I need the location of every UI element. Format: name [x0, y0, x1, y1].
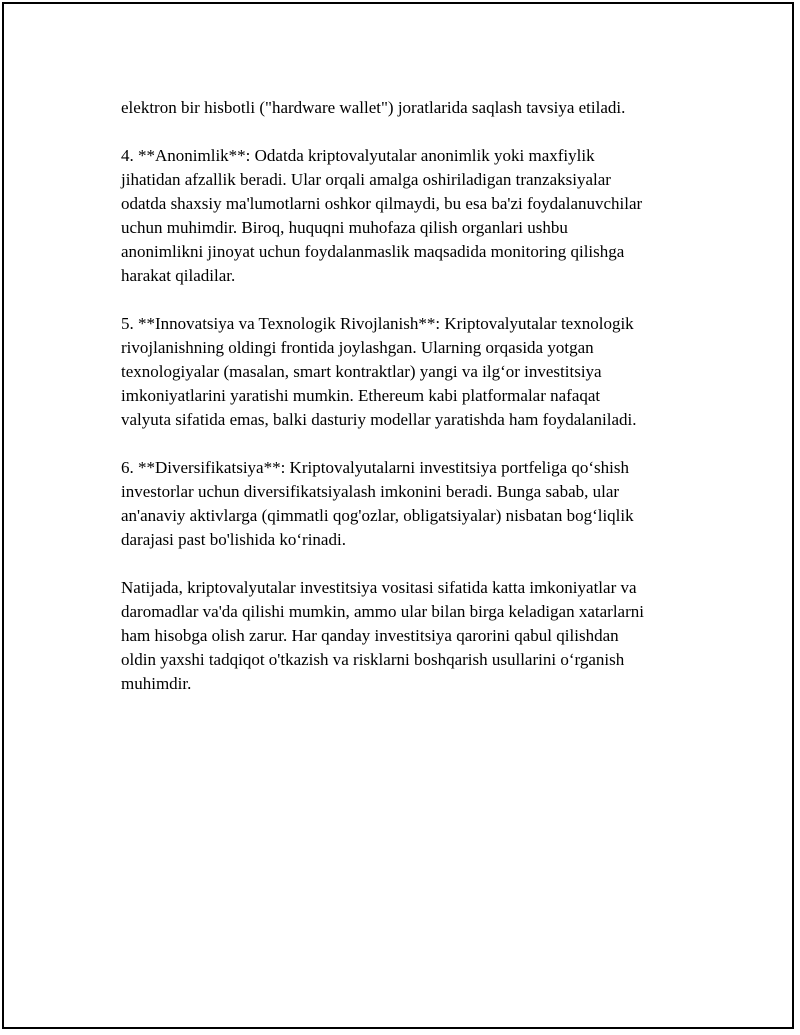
document-page [2, 2, 794, 1029]
paragraph-conclusion: Natijada, kriptovalyutalar investitsiya vositasi sifatida katta imkoniyatlar va daromadlar va'da qilishi mumkin, ammo ular bilan birga keladigan xatarlarni ham hisobga olish zarur. Har qanday investitsiya qarorini qabul qilishdan oldin yaxshi tadqiqot o'tkazish va risklarni boshqarish usullarini o‘rganish muhimdir. [121, 578, 644, 693]
paragraph-storage-advice: elektron bir hisbotli ("hardware wallet") joratlarida saqlash tavsiya etiladi. [121, 98, 626, 117]
paragraph-anonymity: 4. **Anonimlik**: Odatda kriptovalyutalar anonimlik yoki maxfiylik jihatidan afzallik beradi. Ular orqali amalga oshiriladigan tranzaksiyalar odatda shaxsiy ma'lumotlarni oshkor qilmaydi, bu esa ba'zi foydalanuvchilar uchun muhimdir. Biroq, huquqni muhofaza qilish organlari ushbu anonimlikni jinoyat uchun foydalanmaslik maqsadida monitoring qilishga harakat qiladilar. [121, 146, 643, 285]
document-body [121, 96, 701, 720]
paragraph-diversification: 6. **Diversifikatsiya**: Kriptovalyutalarni investitsiya portfeliga qo‘shish investorlar uchun diversifikatsiyalash imkonini beradi. Bunga sabab, ular an'anaviy aktivlarga (qimmatli qog'ozlar, obligatsiyalar) nisbatan bog‘liqlik darajasi past bo'lishida ko‘rinadi. [121, 458, 634, 549]
paragraph-innovation: 5. **Innovatsiya va Texnologik Rivojlanish**: Kriptovalyutalar texnologik rivojlanishning oldingi frontida joylashgan. Ularning orqasida yotgan texnologiyalar (masalan, smart kontraktlar) yangi va ilg‘or investitsiya imkoniyatlarini yaratishi mumkin. Ethereum kabi platformalar nafaqat valyuta sifatida emas, balki dasturiy modellar yaratishda ham foydalaniladi. [121, 314, 637, 429]
